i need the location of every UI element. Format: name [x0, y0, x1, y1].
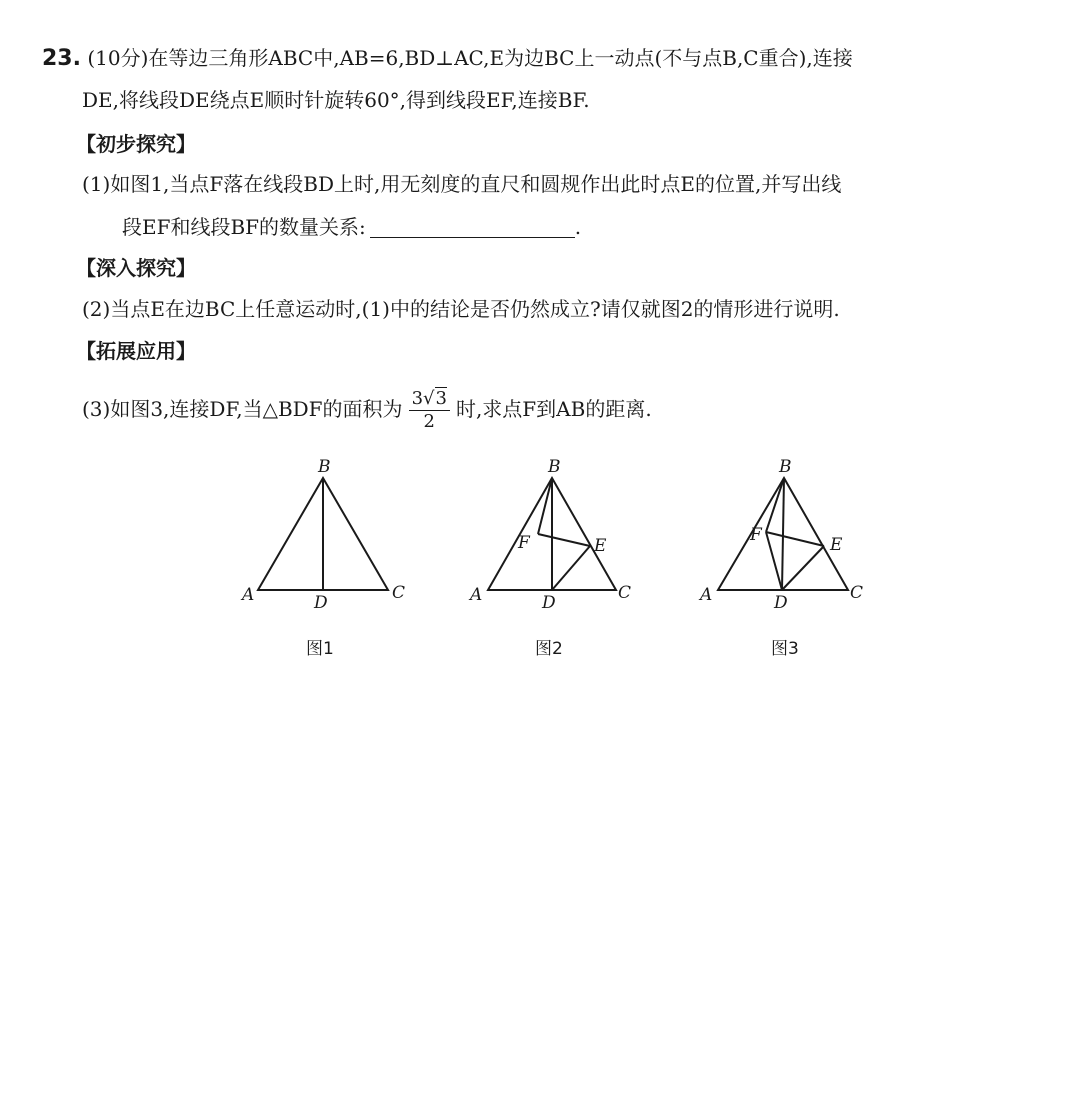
- label-c: C: [392, 583, 406, 603]
- part3-line-1: [82, 384, 652, 434]
- label-a: A: [700, 585, 713, 605]
- part1-text-2: 段EF和线段BF的数量关系:: [122, 215, 366, 239]
- figure-3-caption: 图3: [771, 639, 799, 659]
- section-title-deep: 【深入探究】: [76, 256, 196, 280]
- question-text-2: DE,将线段DE绕点E顺时针旋转60°,得到线段EF,连接BF.: [82, 88, 590, 112]
- figure-1: [230, 450, 420, 620]
- label-b: B: [548, 457, 561, 477]
- label-d: D: [774, 593, 788, 613]
- figure-2-caption: 图2: [535, 639, 563, 659]
- label-e: E: [594, 536, 607, 556]
- label-c: C: [618, 583, 632, 603]
- label-d: D: [542, 593, 556, 613]
- segment-de: [552, 546, 590, 590]
- fraction-numerator: 3√3: [409, 388, 450, 411]
- part3-text-post: 时,求点F到AB的距离.: [455, 397, 652, 421]
- question-number: 23.: [42, 46, 81, 71]
- label-b: B: [318, 457, 331, 477]
- segment-bf: [538, 478, 552, 534]
- part3-text-pre: (3)如图3,连接DF,当△BDF的面积为: [82, 397, 403, 421]
- area-fraction: [409, 388, 450, 433]
- part1-line-2: [122, 213, 581, 241]
- section-title-extension: 【拓展应用】: [76, 339, 196, 363]
- question-line-2: [82, 86, 590, 114]
- part2-line-1: (2)当点E在边BC上任意运动时,(1)中的结论是否仍然成立?请仅就图2的情形进行说明.: [82, 297, 840, 321]
- label-f: F: [750, 525, 762, 545]
- segment-de: [782, 546, 824, 590]
- label-c: C: [850, 583, 864, 603]
- label-b: B: [779, 457, 792, 477]
- label-e: E: [830, 535, 843, 555]
- fraction-denominator: 2: [423, 411, 435, 432]
- figure-2: [458, 450, 648, 620]
- section-title-initial: 【初步探究】: [76, 132, 196, 156]
- figure-3: [688, 450, 878, 620]
- question-text-1: (10分)在等边三角形ABC中,AB=6,BD⊥AC,E为边BC上一动点(不与点B,C重合),连接: [87, 46, 853, 70]
- segment-bd: [782, 478, 784, 590]
- label-f: F: [518, 533, 530, 553]
- question-line-1: [42, 44, 853, 73]
- part1-line-1: (1)如图1,当点F落在线段BD上时,用无刻度的直尺和圆规作出此时点E的位置,并写出线: [82, 172, 842, 196]
- part1-period: .: [574, 215, 582, 239]
- segment-fe: [538, 534, 590, 546]
- segment-df: [766, 532, 782, 590]
- label-a: A: [242, 585, 255, 605]
- label-d: D: [314, 593, 328, 613]
- figure-1-caption: 图1: [306, 639, 334, 659]
- answer-blank: [370, 217, 575, 238]
- label-a: A: [470, 585, 483, 605]
